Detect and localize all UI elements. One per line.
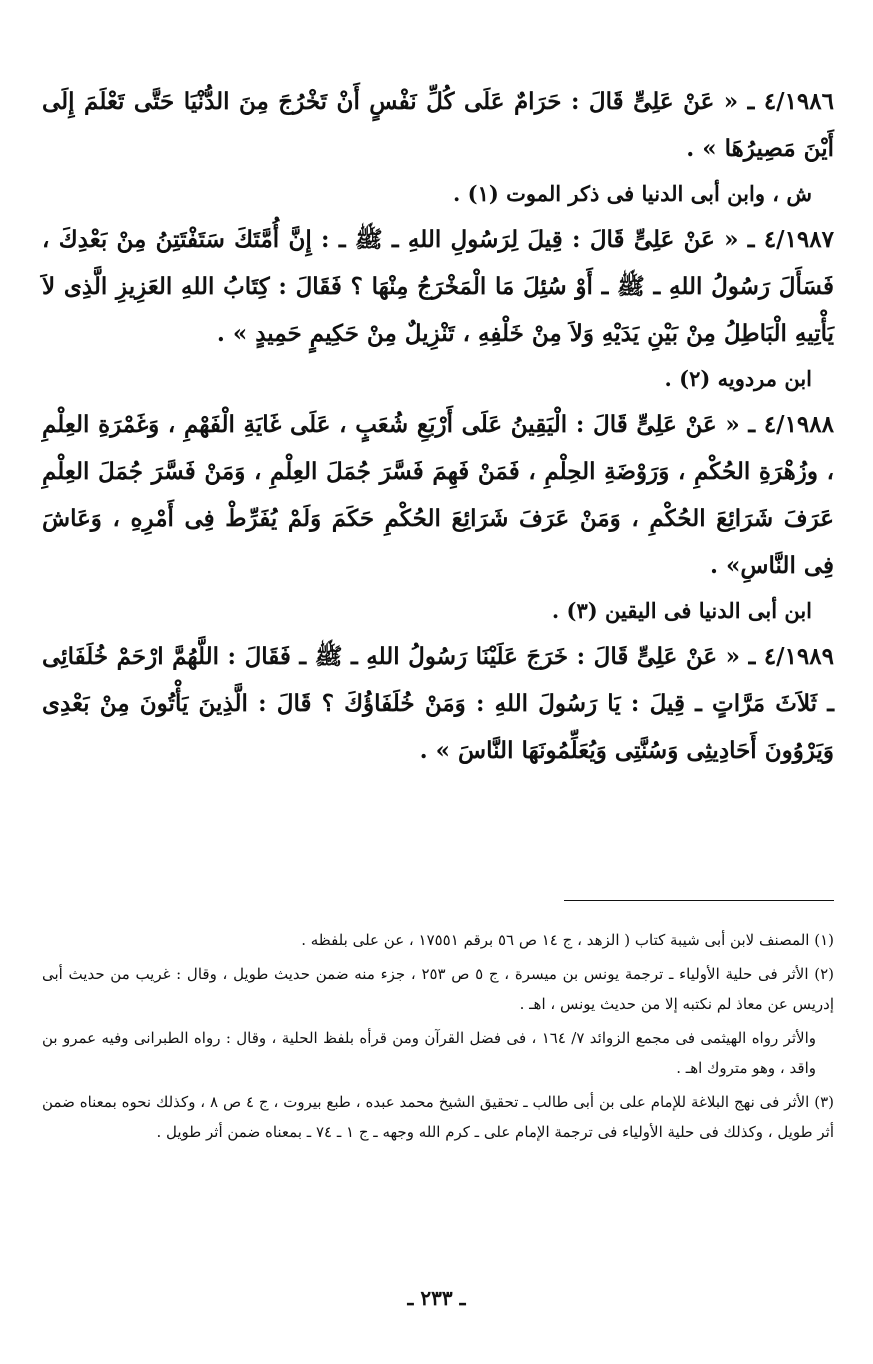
hadith-1989: ٤/١٩٨٩ ـ « عَنْ عَلِىٍّ قَالَ : خَرَجَ عَلَيْنَا رَسُولُ اللهِ ـ ﷺ ـ فَقَالَ : اللَّهُمَّ ارْحَمْ خُلَفَائِى ـ ثَلاَثَ مَرَّاتٍ ـ قِيلَ : يَا رَسُولَ اللهِ : وَمَنْ خُلَفَاؤُكَ ؟ قَالَ : الَّذِينَ يَأْتُونَ مِنْ بَعْدِى وَيَرْوُونَ أَحَادِيثِى وَسُنَّتِى وَيُعَلِّمُونَهَا النَّاسَ » .: [42, 643, 834, 764]
footnote-divider: [564, 900, 834, 901]
footnote-divider-wrap: [42, 900, 834, 901]
main-text: [42, 78, 834, 774]
hadith-1988: ٤/١٩٨٨ ـ « عَنْ عَلِىٍّ قَالَ : الْيَقِينُ عَلَى أَرْبَعِ شُعَبٍ ، عَلَى غَايَةِ الْفَهْمِ ، وَغَمْرَةِ العِلْمِ ، وزُهْرَةِ الحُكْمِ ، وَرَوْضَةِ الحِلْمِ ، فَمَنْ فَهِمَ فَسَّرَ جُمَلَ العِلْمِ ، وَمَنْ فَسَّرَ جُمَلَ العِلْمِ عَرَفَ شَرَائِعَ الحُكْمِ ، وَمَنْ عَرَفَ شَرَائِعَ الحُكْمِ حَكَمَ وَلَمْ يُفَرِّطْ فِى أَمْرِهِ ، وَعَاشَ فِى النَّاسِ» .: [42, 411, 834, 579]
source-1988: ابن أبى الدنيا فى اليقين (٣) .: [551, 598, 812, 623]
hadith-1987: ٤/١٩٨٧ ـ « عَنْ عَلِىٍّ قَالَ : قِيلَ لِرَسُولِ اللهِ ـ ﷺ ـ : إِنَّ أُمَّتَكَ سَتَفْتَتِنُ مِنْ بَعْدِكَ ، فَسَأَلَ رَسُولُ اللهِ ـ ﷺ ـ أَوْ سُئِلَ مَا الْمَخْرَجُ مِنْهَا ؟ فَقَالَ : كِتَابُ اللهِ العَزِيزِ الَّذِى لاَ يَأْتِيهِ الْبَاطِلُ مِنْ بَيْنِ يَدَيْهِ وَلاَ مِنْ خَلْفِهِ ، تَنْزِيلٌ مِنْ حَكِيمٍ حَمِيدٍ » .: [42, 226, 834, 347]
footnote-1: (١) المصنف لابن أبى شيبة كتاب ( الزهد ، ج ١٤ ص ٥٦ برقم ١٧٥٥١ ، عن على بلفظه .: [301, 931, 834, 949]
hadith-1986: ٤/١٩٨٦ ـ « عَنْ عَلِىٍّ قَالَ : حَرَامٌ عَلَى كُلِّ نَفْسٍ أَنْ تَخْرُجَ مِنَ الدُّنْيَا حَتَّى تَعْلَمَ إِلَى أَيْنَ مَصِيرُهَا » .: [42, 88, 834, 162]
source-1986: ش ، وابن أبى الدنيا فى ذكر الموت (١) .: [453, 181, 812, 206]
page-number: ـ ٢٣٣ ـ: [407, 1286, 466, 1310]
footnote-2: (٢) الأثر فى حلية الأولياء ـ ترجمة يونس بن ميسرة ، ج ٥ ص ٢٥٣ ، جزء منه ضمن حديث طويل ، وقال : غريب من حديث أبى إدريس عن معاذ لم نكتبه إلا من حديث يونس ، اهـ .: [42, 965, 835, 1013]
footnote-2-continued: والأثر رواه الهيثمى فى مجمع الزوائد ٧/ ١٦٤ ، فى فضل القرآن ومن قرأه بلفظ الحلية ، وقال : رواه الطبرانى وفيه عمرو بن واقد ، وهو متروك اهـ .: [42, 1029, 817, 1077]
footnotes: [42, 925, 834, 1151]
source-1987: ابن مردويه (٢) .: [664, 366, 812, 391]
footnote-3: (٣) الأثر فى نهج البلاغة للإمام على بن أبى طالب ـ تحقيق الشيخ محمد عبده ، طبع بيروت ، ج ٤ ص ٨ ، وكذلك نحوه بمعناه ضمن أثر طويل ، وكذلك فى حلية الأولياء فى ترجمة الإمام على ـ كرم الله وجهه ـ ج ١ ـ ٧٤ ـ بمعناه ضمن أثر طويل .: [42, 1093, 834, 1141]
